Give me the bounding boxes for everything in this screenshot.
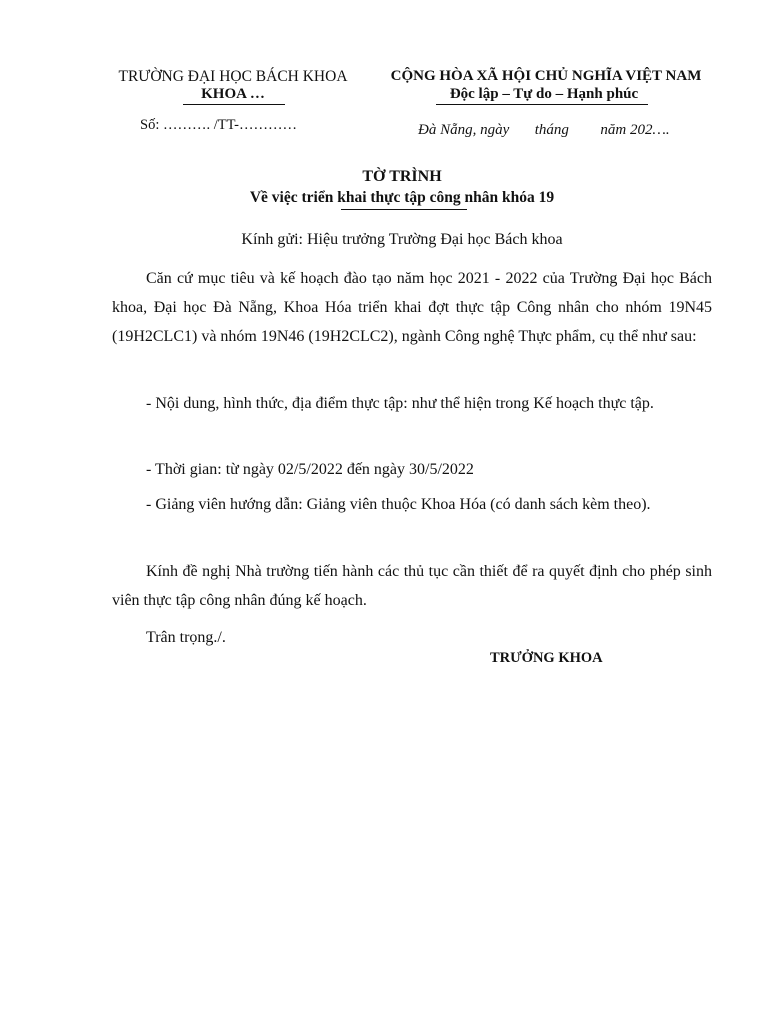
body-paragraph: - Nội dung, hình thức, địa điểm thực tập: như thể hiện trong Kế hoạch thực tập. bbox=[146, 395, 654, 412]
recipient-line: Kính gửi: Hiệu trưởng Trường Đại học Bách khoa bbox=[241, 231, 563, 248]
faculty-name: KHOA … bbox=[201, 86, 265, 102]
motto-underline bbox=[436, 104, 648, 105]
date-line bbox=[418, 122, 673, 139]
date-month: tháng bbox=[534, 122, 569, 138]
national-motto: Độc lập – Tự do – Hạnh phúc bbox=[449, 86, 639, 102]
school-name: TRƯỜNG ĐẠI HỌC BÁCH KHOA bbox=[118, 68, 348, 85]
signer-title: TRƯỞNG KHOA bbox=[490, 650, 603, 666]
closing-line: Trân trọng./. bbox=[146, 629, 226, 646]
date-year: năm 202…. bbox=[600, 122, 670, 138]
document-title: TỜ TRÌNH bbox=[362, 168, 442, 185]
body-paragraph: Kính đề nghị Nhà trường tiến hành các thủ tục cần thiết để ra quyết định cho phép sinh viên thực tập công nhân đúng kế hoạch. bbox=[112, 563, 712, 609]
national-title: CỘNG HÒA XÃ HỘI CHỦ NGHĨA VIỆT NAM bbox=[390, 68, 702, 84]
document-subject: Về việc triển khai thực tập công nhân khóa 19 bbox=[249, 189, 555, 206]
subject-underline bbox=[341, 209, 467, 210]
faculty-underline bbox=[183, 104, 285, 105]
date-place: Đà Nẵng, ngày bbox=[418, 122, 510, 138]
body-paragraph: - Thời gian: từ ngày 02/5/2022 đến ngày 30/5/2022 bbox=[146, 461, 474, 478]
body-paragraph: - Giảng viên hướng dẫn: Giảng viên thuộc Khoa Hóa (có danh sách kèm theo). bbox=[146, 496, 651, 513]
document-number: Số: ………. /TT-………… bbox=[140, 117, 297, 133]
body-paragraph: Căn cứ mục tiêu và kế hoạch đào tạo năm học 2021 - 2022 của Trường Đại học Bách khoa, Đại học Đà Nẵng, Khoa Hóa triển khai đợt thực tập Công nhân cho nhóm 19N45 (19H2CLC1) và nhóm 19N46 (19H2CLC2), ngành Công nghệ Thực phẩm, cụ thể như sau: bbox=[112, 270, 712, 345]
